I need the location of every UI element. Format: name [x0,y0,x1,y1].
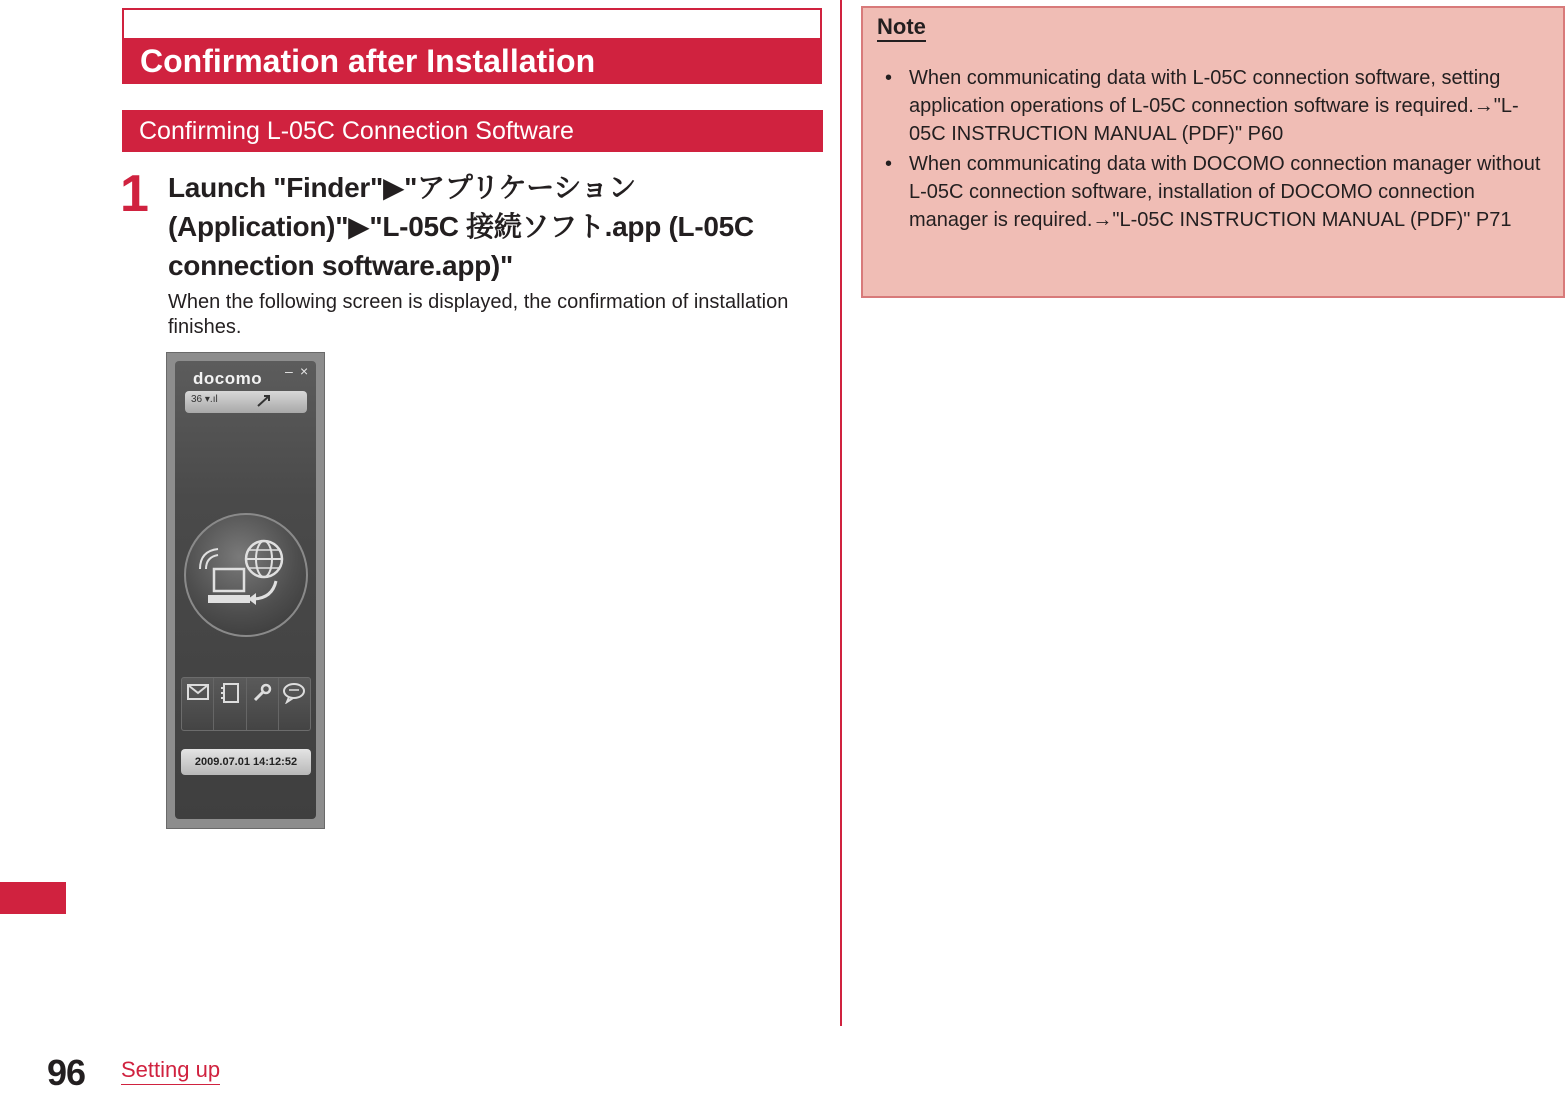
docomo-logo: docomo [193,369,263,388]
connect-button[interactable] [184,513,308,637]
note-item: • When communicating data with DOCOMO connection manager without L-05C connection software, installation of DOCOMO connection manager is required.→"L-05C INSTRUCTION MANUAL (PDF)" P71 [881,150,1551,234]
minimize-button[interactable]: – [285,363,293,379]
step-description: When the following screen is displayed, the confirmation of installation finishes. [168,291,789,338]
step-instruction: Launch "Finder"▶"アプリケーション(Application)"▶"L-05C 接続ソフト.app (L-05C connection software.app)" [168,172,754,281]
mail-icon[interactable] [182,678,214,730]
chat-icon[interactable] [279,678,310,730]
subsection-title: Confirming L-05C Connection Software [122,110,823,152]
side-index-tab [0,882,66,914]
connection-status-icon [255,392,273,415]
bullet: • [885,67,893,89]
status-bar [185,391,307,413]
note-box [861,6,1565,298]
note-list [881,64,1551,236]
column-divider [840,0,842,1026]
widget-panel [175,361,316,819]
section-title: Confirmation after Installation [140,43,596,79]
connection-software-screenshot [166,352,325,829]
close-button[interactable]: × [300,363,309,379]
page-number: 96 [47,1052,86,1093]
note-item: • When communicating data with L-05C connection software, setting application operations of L-05C connection software is required.→"L-05C INSTRUCTION MANUAL (PDF)" P60 [881,64,1551,148]
bullet: • [885,153,893,175]
phonebook-icon[interactable] [214,678,246,730]
signal-strength: 36 ▾.ıl [191,394,218,405]
step-number: 1 [120,165,149,223]
shortcut-bar [181,677,311,731]
wrench-icon[interactable] [247,678,279,730]
section-header [122,8,822,84]
date-time-display: 2009.07.01 14:12:52 [181,749,311,775]
pc-globe-icon [196,529,296,621]
chapter-label: Setting up [121,1056,220,1085]
note-label: Note [877,14,926,42]
section-header-stripe [124,10,820,38]
